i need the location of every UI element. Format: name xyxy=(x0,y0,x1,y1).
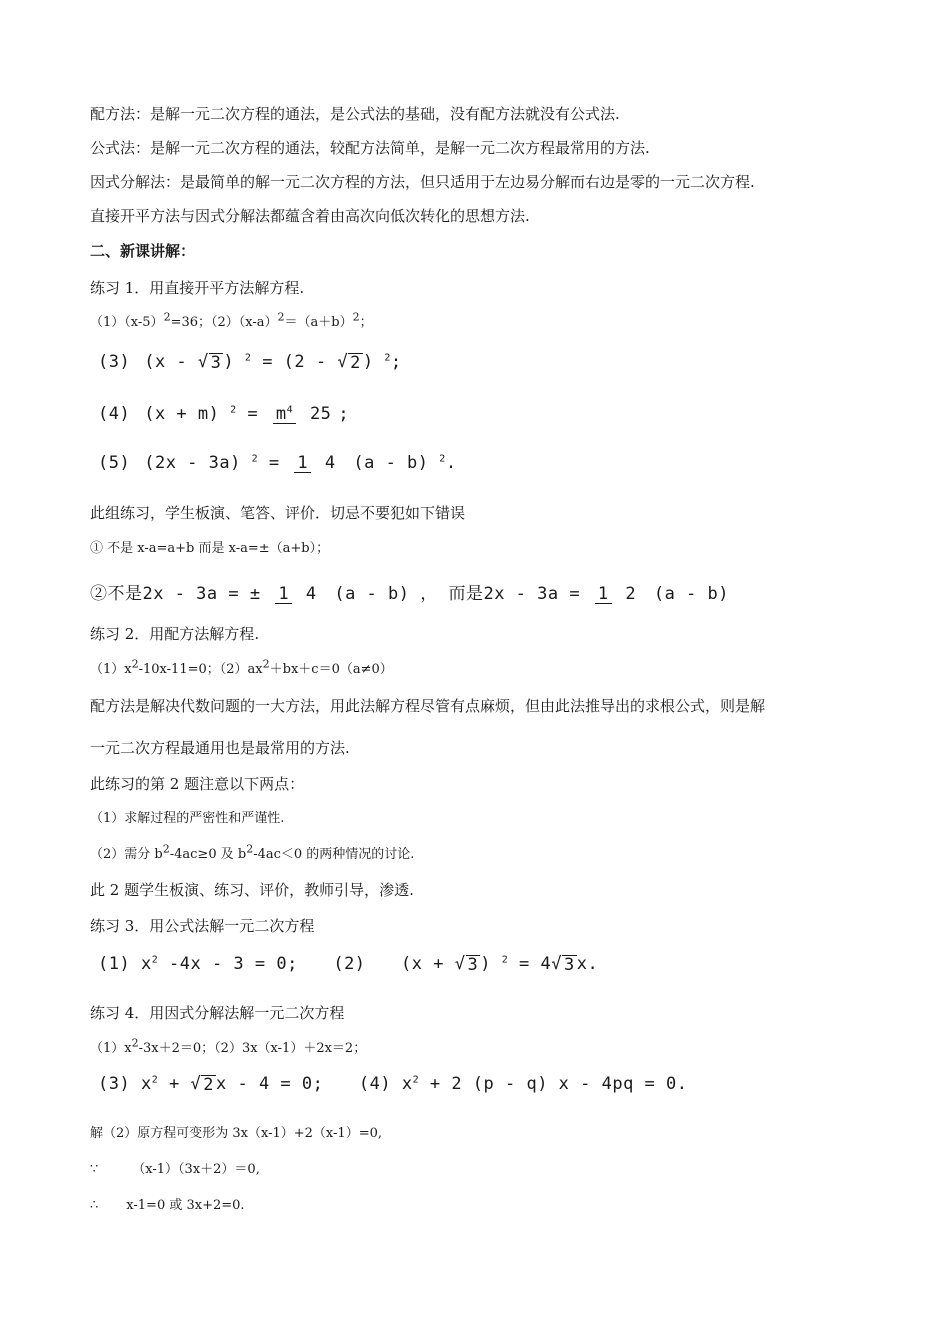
fraction-denominator: 4 xyxy=(305,584,317,604)
problem-expr: =36； xyxy=(170,315,211,330)
math-text: （x-1）（3x＋2）＝0, xyxy=(132,1162,260,1177)
fraction-numerator: 1 xyxy=(275,585,292,604)
exercise-2-note-4: 此 2 题学生板演、练习、评价，教师引导，渗透. xyxy=(90,881,414,899)
math-text: -4x - 3 = 0; xyxy=(169,954,298,974)
math-text: (x + m) xyxy=(144,404,220,424)
sqrt-symbol: √ 2 xyxy=(337,352,361,373)
exponent: 2 xyxy=(163,310,171,324)
math-text: ) xyxy=(362,352,374,372)
math-text: (x + xyxy=(401,954,444,974)
fraction-numerator xyxy=(273,405,296,424)
exercise-3-title: 练习 3．用公式法解一元二次方程 xyxy=(90,917,315,935)
exponent: 2 xyxy=(131,657,139,671)
math-text: ) xyxy=(480,954,491,974)
problem-label: (1) xyxy=(98,954,131,974)
fraction-denominator: 2 xyxy=(625,584,637,604)
exercise-4-problems-1-2 xyxy=(90,1036,367,1059)
math-text: x xyxy=(124,1041,132,1056)
intro-line-2: 公式法：是解一元二次方程的通法，较配方法简单，是解一元二次方程最常用的方法. xyxy=(90,139,650,157)
fraction xyxy=(294,454,338,473)
exercise-1-note: 此组练习，学生板演、笔答、评价．切忌不要犯如下错误 xyxy=(90,504,466,522)
math-text: ) xyxy=(223,352,235,372)
problem-expr: （x-a） xyxy=(238,315,278,330)
exponent: 2 xyxy=(262,657,270,671)
exercise-2-point-1: （1）求解过程的严密性和严谨性. xyxy=(90,811,285,826)
solution-line-2 xyxy=(90,1160,260,1180)
solution-line-1: 解（2）原方程可变形为 3x（x-1）+2（x-1）=0, xyxy=(90,1126,382,1141)
exponent: 2 xyxy=(230,404,237,416)
exercise-4-problems-3-4 xyxy=(98,1074,688,1094)
math-text: -10x-11=0； xyxy=(138,662,220,677)
math-text: = xyxy=(268,453,280,473)
math-text: （2）需分 b xyxy=(90,847,163,862)
exponent: 2 xyxy=(384,352,391,364)
math-text: x - 4 = 0; xyxy=(216,1074,324,1094)
problem-label: (2) xyxy=(333,954,366,974)
problem-label: （1） xyxy=(90,315,125,330)
exponent: 2 xyxy=(251,453,259,465)
exercise-2-note-3: 此练习的第 2 题注意以下两点： xyxy=(90,775,305,793)
exercise-1-problem-5 xyxy=(98,443,457,485)
math-text: = 4 xyxy=(519,954,552,974)
math-text: 3x（x-1）＋2x＝2； xyxy=(241,1041,367,1056)
math-text: (a - b) xyxy=(353,453,429,473)
exercise-2-note-2: 一元二次方程最通用也是最常用的方法. xyxy=(90,739,350,757)
math-text: -3x＋2＝0； xyxy=(138,1041,215,1056)
section-heading: 二、新课讲解： xyxy=(90,242,196,260)
exponent: 2 xyxy=(244,352,252,364)
exercise-2-note-1: 配方法是解决代数问题的一大方法，用此法解方程尽管有点麻烦，但由此法推导出的求根公式，则是解 xyxy=(90,697,766,715)
math-text: ②不是2x - 3a = ± xyxy=(90,584,261,604)
problem-label: (5) xyxy=(98,453,131,473)
math-text: -4ac≥0 及 b xyxy=(169,847,247,862)
sqrt-symbol: √ 3 xyxy=(197,352,222,373)
problem-expr: （x-5） xyxy=(124,315,164,330)
exercise-4-title: 练习 4．用因式分解法解一元二次方程 xyxy=(90,1004,345,1022)
exponent: 2 xyxy=(246,842,254,856)
because-symbol: ∵ xyxy=(90,1162,99,1177)
exponent: 4 xyxy=(286,403,294,415)
exponent: 2 xyxy=(131,1036,139,1050)
sqrt-symbol: √ 3 xyxy=(551,954,575,975)
problem-label: （2） xyxy=(219,662,248,677)
problem-label: (4) xyxy=(98,404,131,424)
therefore-symbol: ∴ xyxy=(90,1198,99,1213)
problem-label: (4) xyxy=(358,1074,392,1094)
math-text: (2x - 3a) xyxy=(144,453,241,473)
fraction-numerator: 1 xyxy=(595,585,612,604)
intro-line-3: 因式分解法：是最简单的解一元二次方程的方法，但只适用于左边易分解而右边是零的一元二次方程. xyxy=(90,173,755,191)
solution-line-3 xyxy=(90,1196,245,1216)
radicand: 3 xyxy=(210,352,222,373)
fraction xyxy=(275,585,319,604)
problem-label: （1） xyxy=(90,1041,125,1056)
math-text: ; xyxy=(390,352,402,372)
intro-line-4: 直接开平方法与因式分解法都蕴含着由高次向低次转化的思想方法. xyxy=(90,207,530,225)
fraction-denominator: 25 xyxy=(309,404,332,424)
math-text: + xyxy=(169,1074,180,1094)
math-text: = (2 - xyxy=(262,352,327,372)
problem-label: (3) xyxy=(98,1074,131,1094)
error-example-1: ① 不是 x-a=a+b 而是 x-a=±（a+b）； xyxy=(90,541,330,556)
fraction-numerator: 1 xyxy=(294,454,311,473)
exercise-1-problems-1-2 xyxy=(90,310,373,333)
math-text: x xyxy=(140,1074,152,1094)
math-text: ; xyxy=(338,404,350,424)
exponent: 2 xyxy=(501,954,509,966)
problem-label: （2） xyxy=(211,315,239,330)
radicand: 2 xyxy=(203,1074,214,1095)
radicand: 3 xyxy=(467,954,479,975)
problem-expr: ＝（a＋b） xyxy=(284,315,353,330)
error-example-2 xyxy=(90,574,729,616)
exercise-1-problem-3 xyxy=(98,352,402,372)
math-text: m xyxy=(275,403,287,424)
problem-label: （2） xyxy=(214,1041,242,1056)
math-text: x-1=0 或 3x+2=0. xyxy=(126,1198,245,1213)
exercise-3-problems xyxy=(98,954,598,974)
math-text: (a - b) xyxy=(653,584,729,604)
problem-label: （1） xyxy=(90,662,125,677)
exponent: 2 xyxy=(412,1074,420,1086)
math-text: x xyxy=(124,662,132,677)
math-text: x xyxy=(401,1074,413,1094)
exercise-1-problem-4 xyxy=(98,394,349,436)
exercise-2-title: 练习 2．用配方法解方程. xyxy=(90,625,260,643)
exercise-2-problems xyxy=(90,657,393,680)
problem-label: (3) xyxy=(98,352,131,372)
exponent: 2 xyxy=(352,310,360,324)
math-text: x xyxy=(140,954,152,974)
exponent: 2 xyxy=(151,1074,159,1086)
math-text: . xyxy=(445,453,457,473)
sqrt-symbol: √ 2 xyxy=(190,1074,214,1095)
math-text: ax xyxy=(247,662,263,677)
problem-expr: ； xyxy=(359,315,373,330)
math-text: + 2 (p - q) x - 4pq = 0. xyxy=(429,1074,688,1094)
math-text: (a - b) ， 而是2x - 3a = xyxy=(334,584,581,604)
exponent: 2 xyxy=(277,310,285,324)
radicand: 2 xyxy=(350,352,361,373)
fraction xyxy=(595,585,639,604)
intro-line-1: 配方法：是解一元二次方程的通法，是公式法的基础，没有配方法就没有公式法. xyxy=(90,105,620,123)
exponent: 2 xyxy=(162,842,170,856)
math-text: = xyxy=(247,404,259,424)
math-text: -4ac＜0 的两种情况的讨论. xyxy=(253,847,415,862)
exponent: 2 xyxy=(439,453,446,465)
fraction-denominator: 4 xyxy=(324,453,336,473)
sqrt-symbol: √ 3 xyxy=(454,954,479,975)
math-text: (x - xyxy=(144,352,188,372)
math-text: x. xyxy=(576,954,599,974)
fraction xyxy=(273,405,335,424)
math-text: ＋bx＋c＝0（a≠0） xyxy=(269,662,393,677)
exercise-1-title: 练习 1．用直接开平方法解方程. xyxy=(90,279,305,297)
radicand: 3 xyxy=(564,954,575,975)
exponent: 2 xyxy=(151,954,159,966)
exercise-2-point-2 xyxy=(90,842,415,865)
